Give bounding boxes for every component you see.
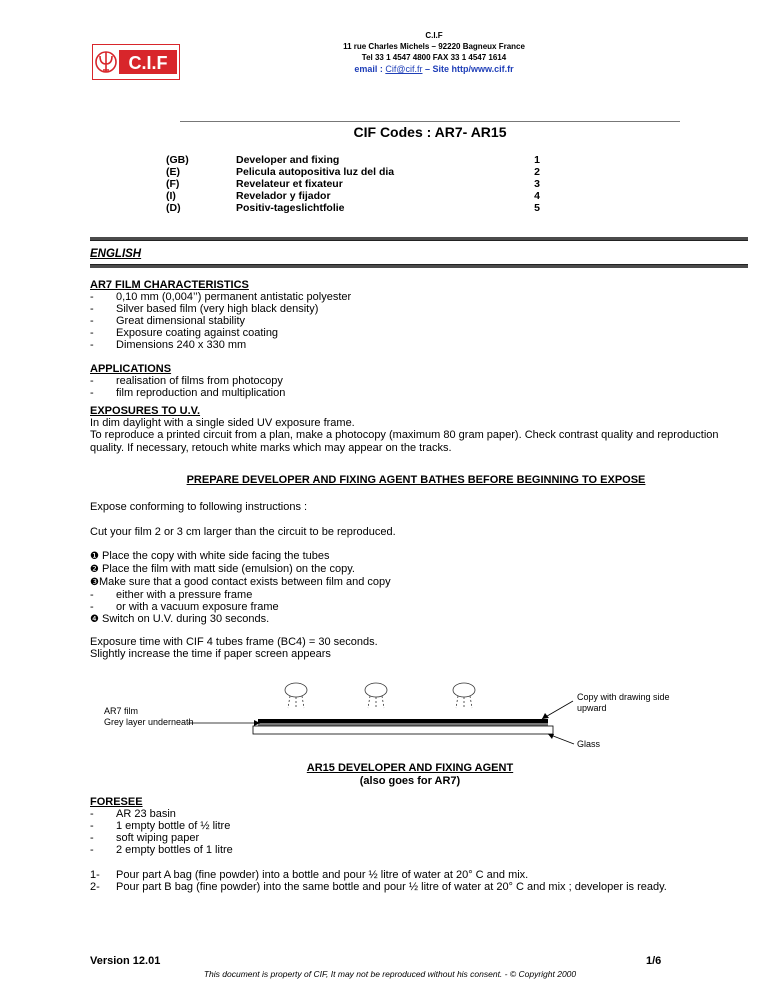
- applications-list: [90, 375, 740, 399]
- list-item: - Dimensions 240 x 330 mm: [90, 339, 247, 351]
- glass-arrow-head: [548, 734, 554, 739]
- developer-heading: [250, 762, 570, 788]
- exposures-line-1: In dim daylight with a single sided UV exposure frame.: [90, 417, 355, 429]
- cut-film-note: Cut your film 2 or 3 cm larger than the circuit to be reproduced.: [90, 526, 396, 538]
- language-row: (I) Revelador y fijador 4: [166, 190, 540, 202]
- list-item: - 0,10 mm (0,004’’) permanent antistatic polyester: [90, 291, 352, 303]
- list-item: - film reproduction and multiplication: [90, 387, 286, 399]
- company-header: [230, 30, 638, 75]
- section-rule-top: [90, 237, 748, 241]
- uv-lamp-icon: [365, 683, 387, 709]
- list-item: - or with a vacuum exposure frame: [90, 601, 279, 613]
- copyright-notice: This document is property of CIF, It may not be reproduced without his consent. - © Copyright 2000: [203, 969, 577, 979]
- list-item: - AR 23 basin: [90, 808, 176, 820]
- step-item: ❷ Place the film with matt side (emulsion) on the copy.: [90, 563, 355, 575]
- developer-instructions: [90, 869, 744, 893]
- foresee-heading: FORESEE: [90, 796, 143, 808]
- step-item: ❸Make sure that a good contact exists between film and copy: [90, 576, 391, 588]
- email-link[interactable]: Cif@cif.fr: [385, 64, 423, 74]
- step-item: ❹ Switch on U.V. during 30 seconds.: [90, 613, 270, 625]
- applications: [90, 363, 740, 399]
- list-item: - 2 empty bottles of 1 litre: [90, 844, 233, 856]
- prepare-notice: PREPARE DEVELOPER AND FIXING AGENT BATHES BEFORE BEGINNING TO EXPOSE: [186, 474, 646, 486]
- exposures-heading: EXPOSURES TO U.V.: [90, 405, 201, 417]
- exposure-diagram: [90, 676, 670, 756]
- glass-plate: [253, 726, 553, 734]
- developer-heading-line-2: (also goes for AR7): [359, 775, 461, 787]
- section-rule-bottom: [90, 264, 748, 268]
- company-phones: Tel 33 1 4547 4800 FAX 33 1 4547 1614: [361, 53, 507, 62]
- expose-conform: Expose conforming to following instructions :: [90, 501, 308, 513]
- language-row: (F) Revelateur et fixateur 3: [166, 178, 540, 190]
- page-number: 1/6: [646, 955, 662, 967]
- exposure-time: Exposure time with CIF 4 tubes frame (BC4) = 30 seconds.: [90, 636, 378, 648]
- applications-heading: APPLICATIONS: [90, 363, 172, 375]
- list-item: - soft wiping paper: [90, 832, 200, 844]
- english-heading: ENGLISH: [90, 248, 142, 260]
- version-label: Version 12.01: [90, 955, 161, 967]
- company-contact: [230, 64, 638, 75]
- list-item: - realisation of films from photocopy: [90, 375, 283, 387]
- list-item: - Great dimensional stability: [90, 315, 246, 327]
- company-address: 11 rue Charles Michels – 92220 Bagneux France: [343, 42, 525, 51]
- step-item: ❶ Place the copy with white side facing the tubes: [90, 550, 330, 562]
- copy-layer: [258, 719, 548, 723]
- film-chars-heading: AR7 FILM CHARACTERISTICS: [90, 279, 249, 291]
- grey-layer-label: Grey layer underneath: [104, 717, 194, 727]
- language-row: (D) Positiv-tageslichtfolie 5: [166, 202, 540, 214]
- copy-label: Copy with drawing side: [577, 692, 670, 702]
- language-index: [166, 154, 540, 214]
- document-title: CIF Codes : AR7- AR15: [353, 124, 507, 140]
- logo-text: C.I.F: [128, 53, 168, 73]
- exposure-time-notes: [90, 636, 378, 660]
- language-row: (GB) Developer and fixing 1: [166, 154, 540, 166]
- title-rule: [180, 121, 680, 122]
- uv-lamp-icon: [453, 683, 475, 709]
- exposures-line-2: To reproduce a printed circuit from a plan, make a photocopy (maximum 80 gram paper). Check contrast quality and reproduction quality. If necessary, retouch white marks which may appear on the tracks.: [90, 429, 719, 454]
- foresee-section: [90, 796, 740, 856]
- uv-lamp-icon: [285, 683, 307, 709]
- company-name: C.I.F: [425, 31, 443, 40]
- film-characteristics: [90, 279, 740, 351]
- upward-label: upward: [577, 703, 607, 713]
- glass-label: Glass: [577, 739, 601, 749]
- list-item: - 1 empty bottle of ½ litre: [90, 820, 231, 832]
- exposures-section: [90, 405, 742, 454]
- exposure-steps: [90, 550, 740, 626]
- ar7-film-label: AR7 film: [104, 706, 139, 716]
- developer-heading-line-1: AR15 DEVELOPER AND FIXING AGENT: [306, 762, 514, 774]
- film-layer: [258, 723, 548, 726]
- film-chars-list: [90, 291, 740, 351]
- email-prefix: email :: [354, 64, 386, 74]
- cif-logo: [92, 44, 180, 80]
- foresee-list: [90, 808, 740, 856]
- language-row: (E) Pelicula autopositiva luz del dia 2: [166, 166, 540, 178]
- site-text: – Site http/www.cif.fr: [422, 64, 514, 74]
- increase-time: Slightly increase the time if paper screen appears: [90, 648, 331, 660]
- list-item: - either with a pressure frame: [90, 589, 253, 601]
- instruction-item: 2- Pour part B bag (fine powder) into the same bottle and pour ½ litre of water at 20° C and mix ; developer is ready.: [90, 881, 667, 893]
- list-item: - Exposure coating against coating: [90, 327, 279, 339]
- instruction-item: 1- Pour part A bag (fine powder) into a bottle and pour ½ litre of water at 20° C and mix.: [90, 869, 529, 881]
- list-item: - Silver based film (very high black density): [90, 303, 319, 315]
